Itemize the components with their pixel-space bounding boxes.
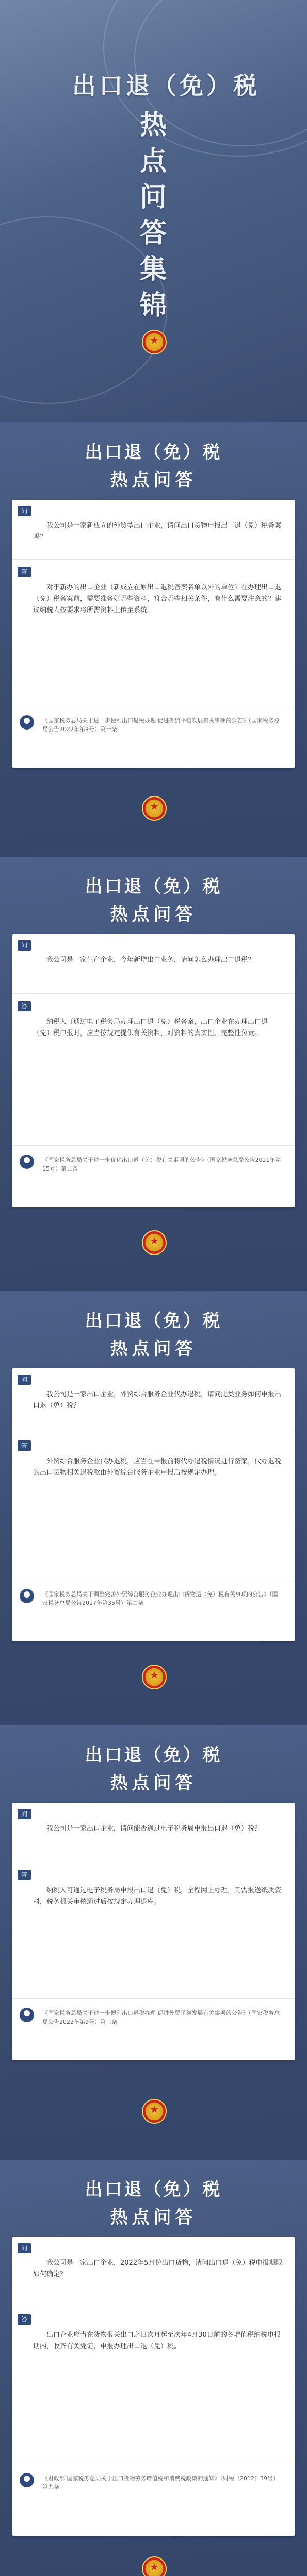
answer-tag: 答	[18, 2314, 31, 2325]
qa-card	[12, 2237, 295, 2536]
qa-card	[12, 1368, 295, 1641]
question-tag: 问	[18, 940, 31, 951]
tax-emblem-icon	[142, 796, 167, 821]
section-title: 出口退（免）税	[85, 1745, 222, 1766]
question-text: 我公司是一家出口企业，外贸综合服务企业代办退税，请问此类业务如何申报出口退（免）税？	[33, 1391, 282, 1410]
answer-tag: 答	[18, 567, 31, 577]
reference-text: 《国家税务总局关于进一步优化出口退（免）税有关事项的公告》（国家税务总局公告2021年第15号）第二条	[42, 1157, 281, 1172]
question-text: 我公司是一家出口企业，2022年5月份出口货物，请问出口退（免）税申报期限如何确定？	[33, 2259, 283, 2278]
cover-char: 锦	[139, 290, 167, 321]
question-tag: 问	[18, 2243, 31, 2253]
answer-text: 出口企业应当在货物报关出口之日次月起至次年4月30日前的各增值税纳税申报期内，收齐有关凭证，申报办理出口退（免）税。	[33, 2331, 281, 2350]
divider	[12, 1145, 295, 1146]
qa-card	[12, 500, 295, 768]
reference-text: 《国家税务总局关于进一步便利出口退税办理 促进外贸平稳发展有关事项的公告》（国家税务总局公告2022年第9号）第三条	[42, 2010, 280, 2025]
answer-text: 纳税人可通过电子税务局办理出口退（免）税备案，出口企业在办理出口退（免）税申报时，应当按规定提供有关资料，对资料的真实性、完整性负责。	[33, 1018, 268, 1037]
section-subtitle: 热点问答	[110, 904, 197, 925]
qa-card	[12, 1803, 295, 2060]
answer-tag: 答	[18, 1001, 31, 1011]
document-icon	[20, 715, 34, 730]
cover-char: 热	[139, 110, 167, 141]
question-text: 我公司是一家新成立的外贸型出口企业，请问出口货物申报出口退（免）税备案吗？	[33, 522, 282, 541]
qa-section	[0, 857, 307, 1291]
answer-text: 纳税人可通过电子税务局申报出口退（免）税，全程网上办理，无需报送纸质资料，税务机关审核通过后按规定办理退库。	[33, 1887, 282, 1906]
answer-text: 对于新办的出口企业（新成立在原出口退税备案名单以外的单位）在办理出口退（免）税备案前，需要准备好哪些资料，符合哪些相关条件，有什么需要注意的？建议纳税人按要求将所需资料上传至系统。	[33, 584, 282, 614]
cover-title: 出口退（免）税	[72, 72, 260, 99]
divider	[12, 559, 295, 560]
cover-char: 集	[139, 254, 167, 285]
cover-char: 答	[139, 218, 167, 249]
tax-emblem-icon	[142, 2556, 167, 2576]
qa-section	[0, 1725, 307, 2160]
divider	[12, 1998, 295, 1999]
document-icon	[20, 2008, 34, 2022]
section-title: 出口退（免）税	[85, 442, 222, 463]
cover	[0, 0, 307, 422]
qa-section	[0, 422, 307, 857]
tax-emblem-icon	[142, 2099, 167, 2124]
divider	[12, 993, 295, 994]
qa-card	[12, 934, 295, 1207]
document-icon	[20, 2473, 34, 2487]
qa-section	[0, 2160, 307, 2576]
reference-text: 《国家税务总局关于进一步便利出口退税办理 促进外贸平稳发展有关事项的公告》（国家税务总局公告2022年第9号）第一条	[42, 717, 280, 733]
section-subtitle: 热点问答	[110, 2207, 197, 2228]
cover-char: 点	[139, 146, 167, 177]
question-text: 我公司是一家生产企业，今年新增出口业务，请问怎么办理出口退税？	[46, 956, 255, 964]
reference-text: 《财政部 国家税务总局关于出口货物劳务增值税和消费税政策的通知》（财税〔2012〕39号）第九条	[42, 2475, 279, 2490]
section-subtitle: 热点问答	[110, 1773, 197, 1793]
answer-tag: 答	[18, 1440, 31, 1451]
section-title: 出口退（免）税	[85, 1311, 222, 1331]
section-subtitle: 热点问答	[110, 1338, 197, 1359]
tax-emblem-icon	[142, 330, 167, 354]
question-text: 我公司是一家出口企业，请问能否通过电子税务局申报出口退（免）税？	[46, 1825, 262, 1833]
reference-text: 《国家税务总局关于调整完善外贸综合服务企业办理出口货物退（免）税有关事项的公告》（国家税务总局公告2017年第35号）第二条	[42, 1591, 278, 1606]
qa-section	[0, 1291, 307, 1725]
tax-emblem-icon	[142, 1665, 167, 1689]
document-icon	[20, 1155, 34, 1169]
answer-text: 外贸综合服务企业代办退税，应当在申报前将代办退税情况进行备案，代办退税的出口货物相关退税款由外贸综合服务企业申报后按规定办理。	[33, 1458, 282, 1477]
section-subtitle: 热点问答	[110, 470, 197, 490]
question-tag: 问	[18, 506, 31, 516]
section-title: 出口退（免）税	[85, 876, 222, 897]
document-icon	[20, 1589, 34, 1603]
tax-emblem-icon	[142, 1230, 167, 1255]
section-title: 出口退（免）税	[85, 2179, 222, 2200]
answer-tag: 答	[18, 1870, 31, 1880]
cover-char: 问	[139, 182, 167, 213]
question-tag: 问	[18, 1809, 31, 1819]
question-tag: 问	[18, 1375, 31, 1385]
